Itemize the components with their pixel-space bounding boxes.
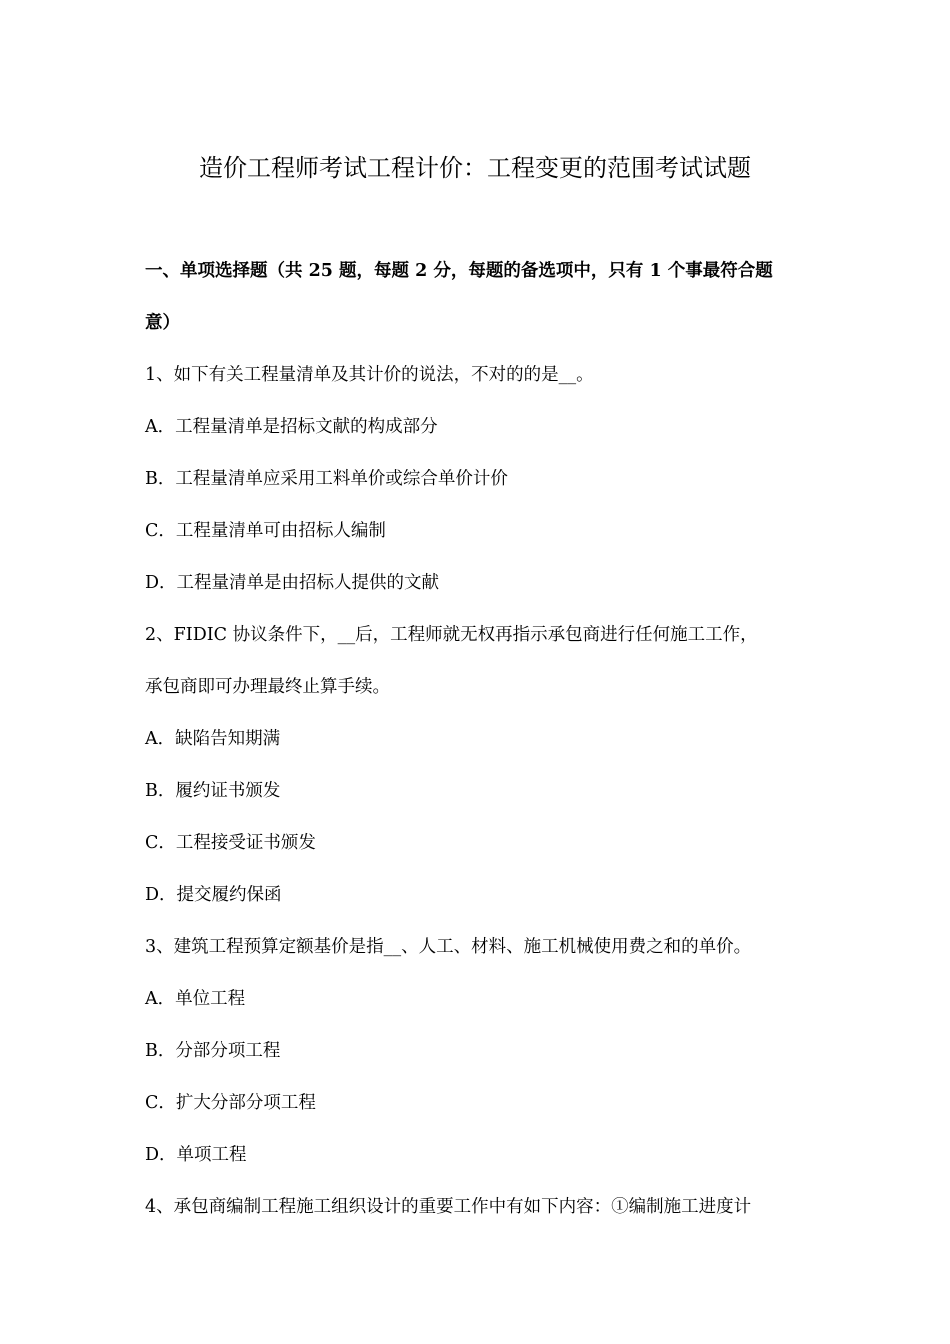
question-2-stem: 2、FIDIC 协议条件下，__后，工程师就无权再指示承包商进行任何施工工作， [145, 625, 758, 645]
question-2-option-b: B．履约证书颁发 [145, 781, 281, 801]
question-1-option-a: A．工程量清单是招标文献的构成部分 [145, 417, 438, 437]
section-heading: 一、单项选择题（共 25 题，每题 2 分，每题的备选项中，只有 1 个事最符合题 [145, 261, 773, 281]
question-4-stem: 4、承包商编制工程施工组织设计的重要工作中有如下内容：①编制施工进度计 [145, 1197, 752, 1217]
question-3-option-b: B．分部分项工程 [145, 1041, 281, 1061]
question-3-option-c: C．扩大分部分项工程 [145, 1093, 316, 1113]
question-3-option-a: A．单位工程 [145, 989, 246, 1009]
question-2-option-a: A．缺陷告知期满 [145, 729, 281, 749]
question-2-option-c: C．工程接受证书颁发 [145, 833, 316, 853]
question-3-stem: 3、建筑工程预算定额基价是指__、人工、材料、施工机械使用费之和的单价。 [145, 937, 752, 957]
question-1-stem: 1、如下有关工程量清单及其计价的说法，不对的的是__。 [145, 365, 594, 385]
question-2-stem-continued: 承包商即可办理最终止算手续。 [145, 677, 390, 697]
section-heading-continued: 意） [145, 313, 180, 333]
document-title: 造价工程师考试工程计价：工程变更的范围考试试题 [199, 154, 751, 182]
question-1-option-d: D．工程量清单是由招标人提供的文献 [145, 573, 440, 593]
question-2-option-d: D．提交履约保函 [145, 885, 282, 905]
question-3-option-d: D．单项工程 [145, 1145, 247, 1165]
question-1-option-b: B．工程量清单应采用工料单价或综合单价计价 [145, 469, 508, 489]
question-1-option-c: C．工程量清单可由招标人编制 [145, 521, 386, 541]
